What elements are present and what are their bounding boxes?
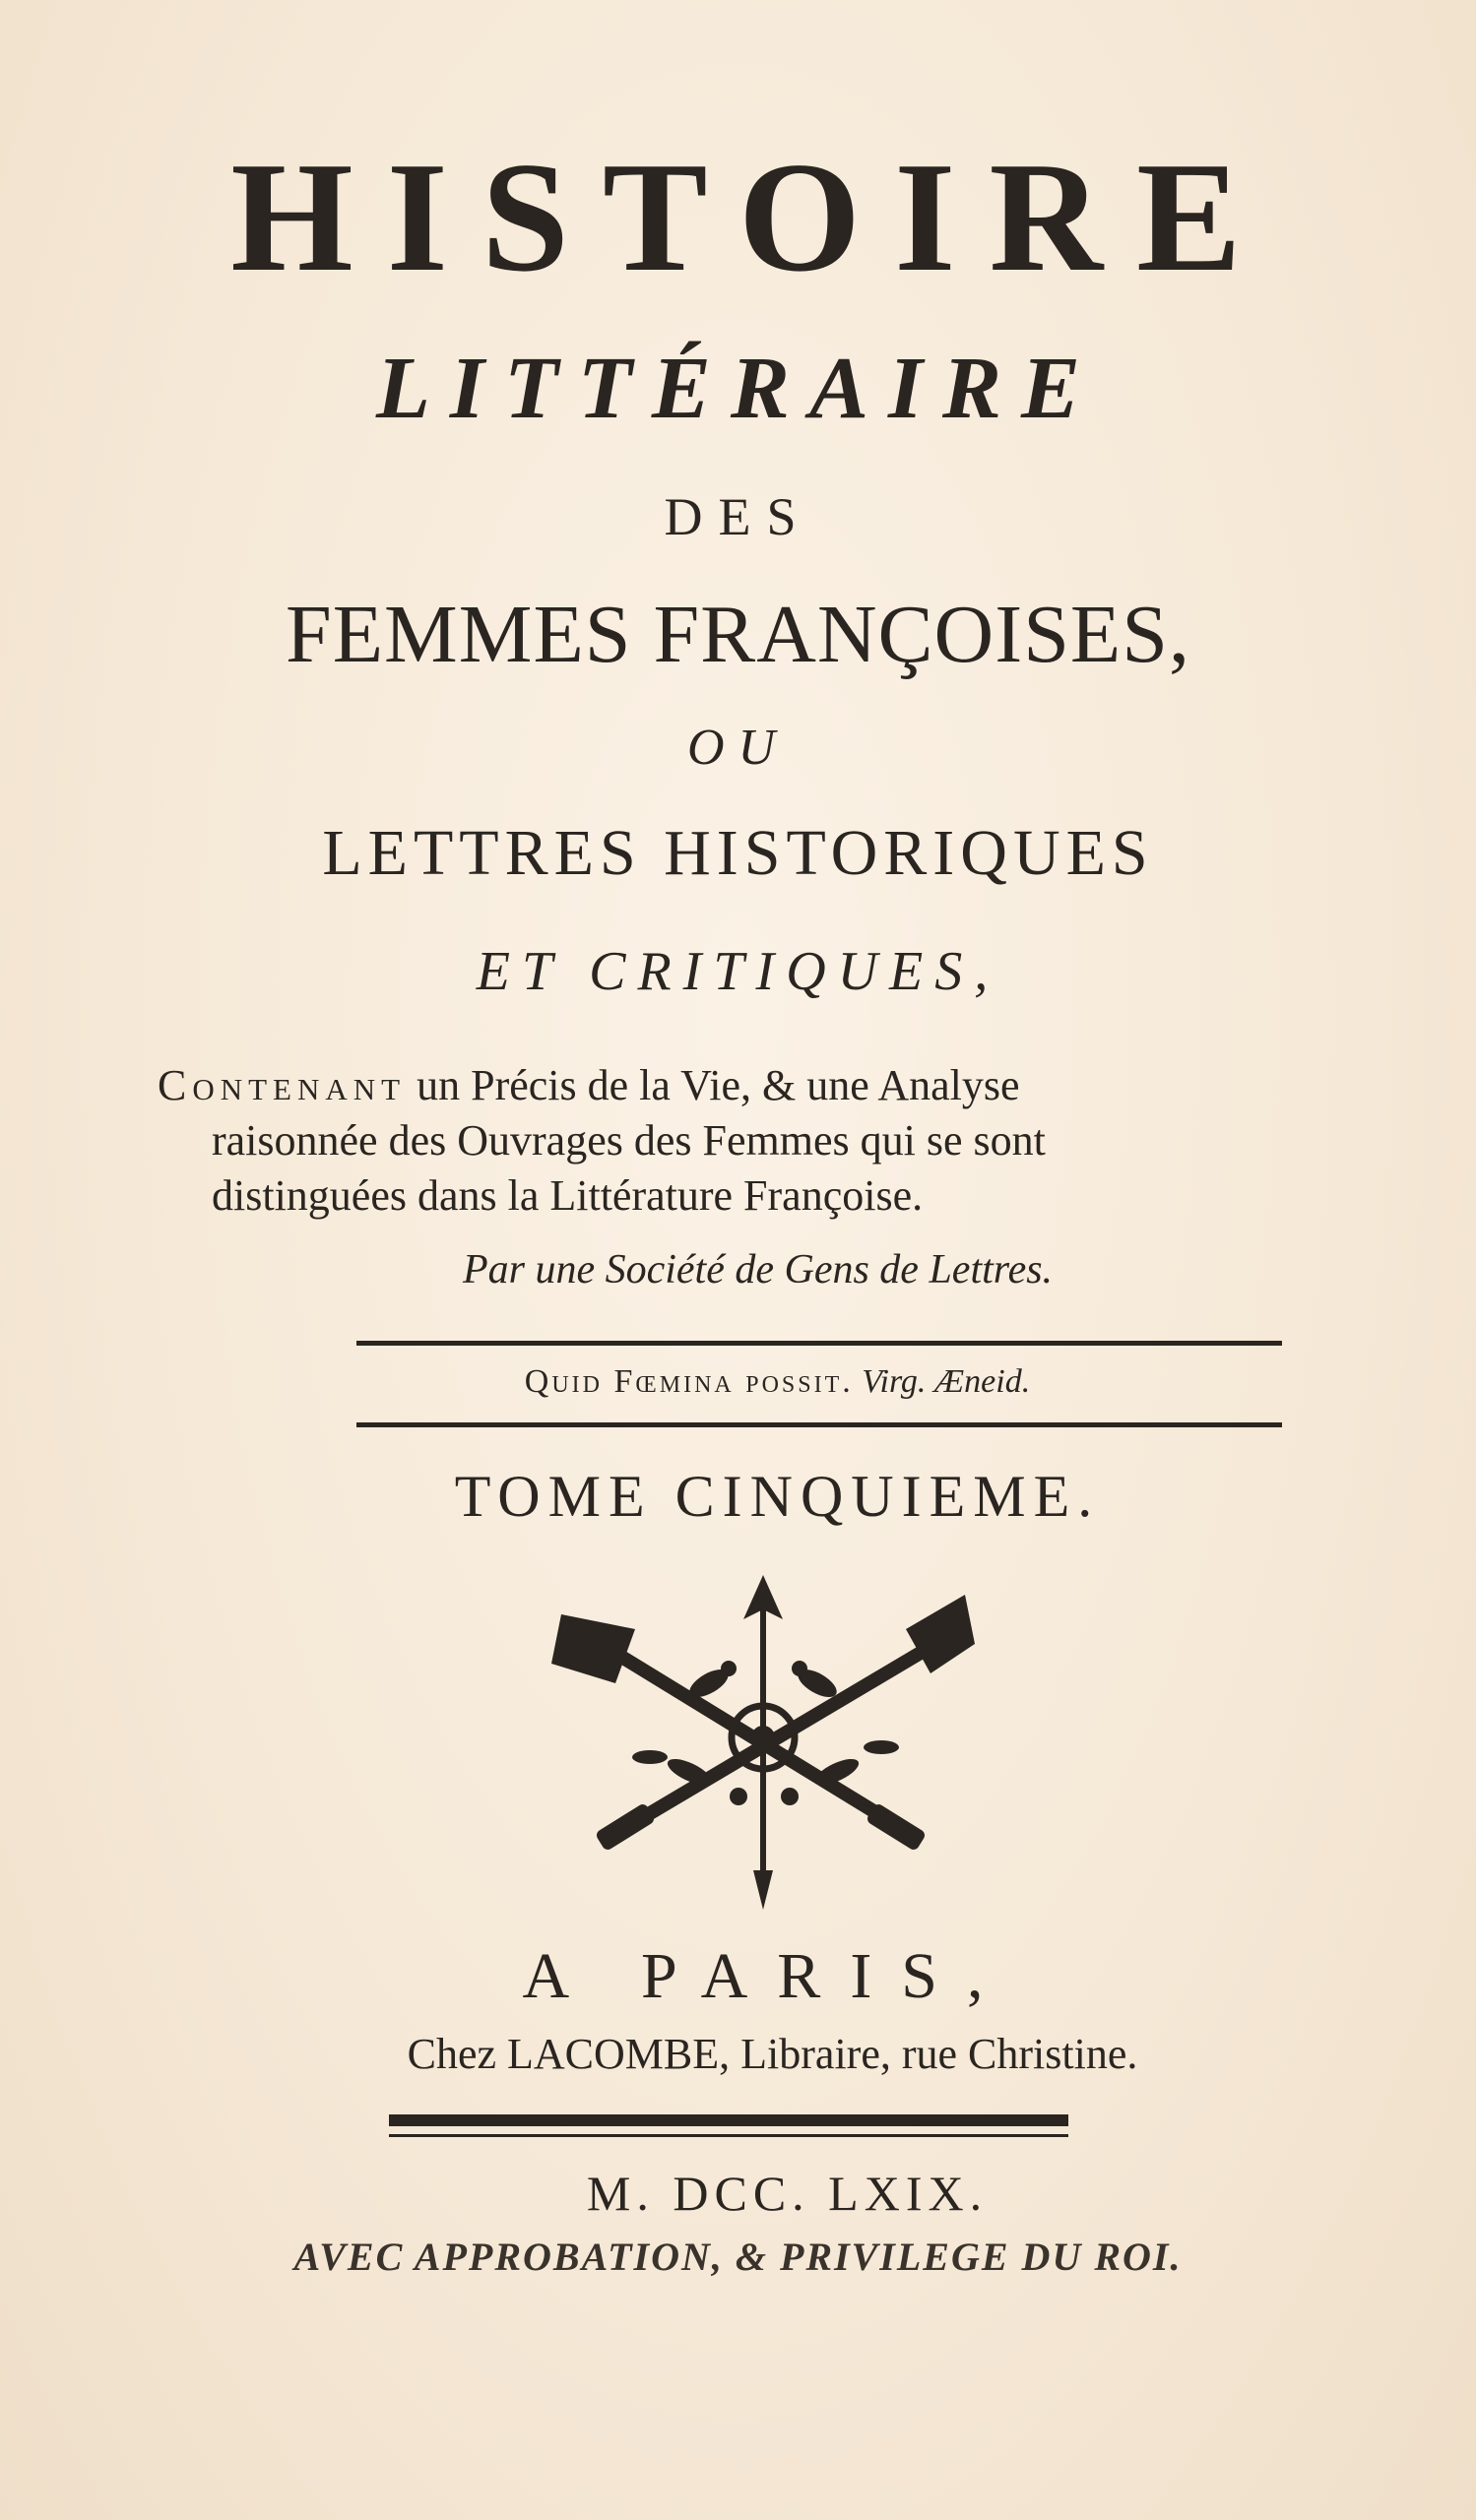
description-row-1 — [158, 1058, 1319, 1113]
volume-label: TOME CINQUIEME. — [454, 1464, 1101, 1529]
epigraph-text: Quid Fœmina possit. — [524, 1363, 854, 1400]
title-line-femmes: FEMMES FRANÇOISES, — [286, 589, 1190, 680]
attribution: Par une Société de Gens de Lettres. — [462, 1247, 1054, 1292]
printers-ornament — [542, 1575, 985, 1910]
imprint-rule-thin — [389, 2134, 1068, 2137]
imprint-rule-thick — [389, 2114, 1068, 2126]
title-main: HISTOIRE — [230, 129, 1275, 304]
title-line-ou: OU — [686, 720, 790, 776]
divider-top — [356, 1341, 1282, 1346]
description-row-1-text: un Précis de la Vie, & une Analyse — [417, 1061, 1020, 1109]
divider-bottom — [356, 1422, 1282, 1427]
description-row-2: raisonnée des Ouvrages des Femmes qui se sont — [212, 1116, 1046, 1165]
description-paragraph — [158, 1058, 1319, 1224]
epigraph — [0, 1360, 1476, 1404]
title-line-litteraire: LITTÉRAIRE — [375, 340, 1101, 437]
description-lead: Contenant — [158, 1061, 407, 1109]
imprint-city: A PARIS, — [522, 1940, 1013, 2012]
imprint-publisher: Chez LACOMBE, Libraire, rue Christine. — [407, 2030, 1138, 2078]
title-line-des: DES — [664, 487, 812, 546]
imprint-privilege: AVEC APPROBATION, & PRIVILEGE DU ROI. — [293, 2235, 1183, 2279]
description-row-3: distinguées dans la Littérature Françoise. — [212, 1171, 924, 1220]
title-line-lettres: LETTRES HISTORIQUES — [322, 817, 1154, 889]
title-line-critiques: ET CRITIQUES, — [476, 941, 1000, 1002]
imprint-date: M. DCC. LXIX. — [586, 2166, 989, 2221]
epigraph-source: Virg. Æneid. — [862, 1363, 1031, 1400]
